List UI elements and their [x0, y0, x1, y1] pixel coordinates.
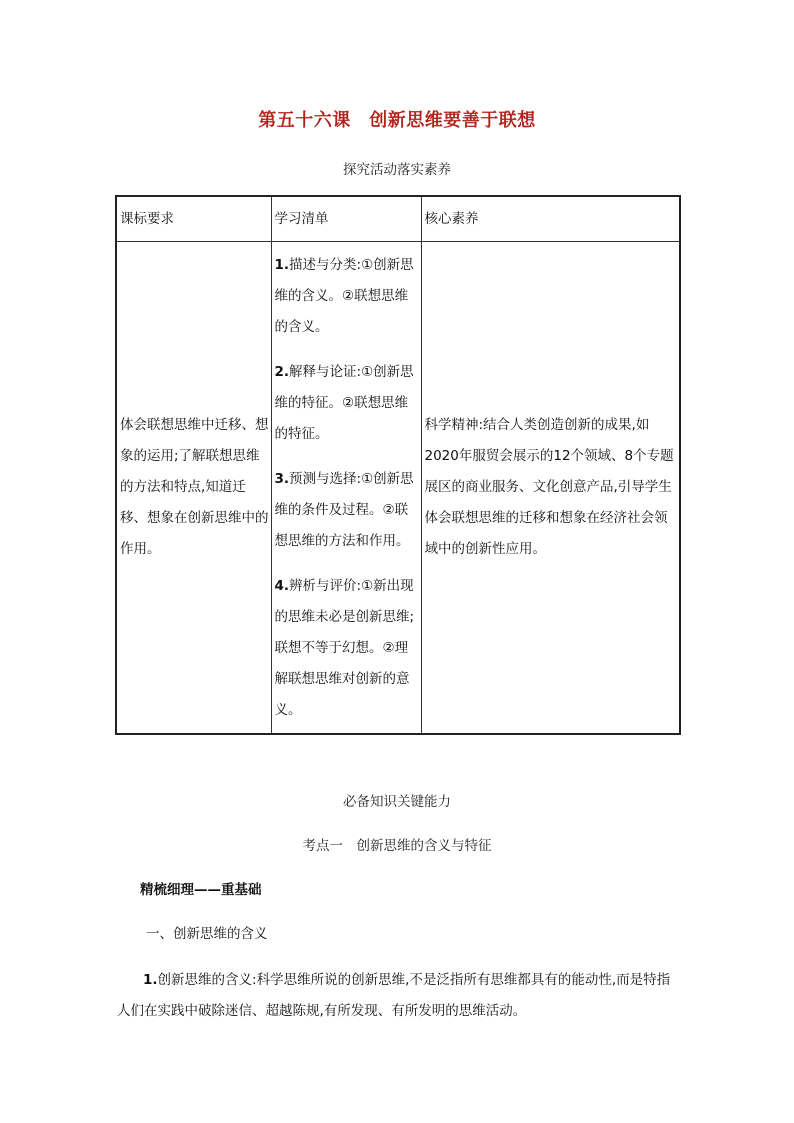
list-item-number: 4. [274, 577, 290, 594]
list-item [275, 571, 419, 726]
list-cell [271, 242, 421, 735]
list-item-number: 2. [274, 363, 290, 380]
table-body-row [116, 242, 680, 735]
section-heading: 必备知识关键能力 [343, 794, 451, 810]
list-item [275, 250, 419, 343]
list-item-text: 描述与分类:①创新思维的含义。②联想思维的含义。 [274, 256, 414, 335]
requirement-cell: 体会联想思维中迁移、想象的运用;了解联想思维的方法和特点,知道迁移、想象在创新思维中的作用。 [116, 242, 271, 735]
topic-heading: 考点一 创新思维的含义与特征 [302, 838, 492, 854]
list-item [275, 357, 419, 450]
list-item-number: 1. [274, 256, 290, 273]
lesson-table [115, 195, 681, 735]
item-title: 一、创新思维的含义 [146, 926, 268, 942]
list-item-text: 辨析与评价:①新出现的思维未必是创新思维;联想不等于幻想。②理解联想思维对创新的意义。 [274, 577, 415, 718]
header-list: 学习清单 [271, 196, 421, 242]
paragraph-number: 1. [143, 972, 158, 988]
header-literacy: 核心素养 [421, 196, 680, 242]
list-item-text: 预测与选择:①创新思维的条件及过程。②联想思维的方法和作用。 [274, 470, 414, 549]
header-requirement: 课标要求 [116, 196, 271, 242]
paragraph [117, 965, 682, 1027]
list-item-number: 3. [274, 470, 290, 487]
page-title: 第五十六课 创新思维要善于联想 [258, 110, 536, 131]
paragraph-text: 创新思维的含义:科学思维所说的创新思维,不是泛指所有思维都具有的能动性,而是特指人们在实践中破除迷信、超越陈规,有所发现、有所发明的思维活动。 [117, 972, 671, 1019]
subheading: 精梳细理——重基础 [140, 882, 262, 898]
literacy-cell: 科学精神:结合人类创造创新的成果,如2020年服贸会展示的12个领域、8个专题展区的商业服务、文化创意产品,引导学生体会联想思维的迁移和想象在经济社会领域中的创新性应用。 [421, 242, 680, 735]
page-subtitle: 探究活动落实素养 [343, 162, 451, 178]
list-item-text: 解释与论证:①创新思维的特征。②联想思维的特征。 [274, 363, 414, 442]
table-header-row [116, 196, 680, 242]
list-item [275, 464, 419, 557]
